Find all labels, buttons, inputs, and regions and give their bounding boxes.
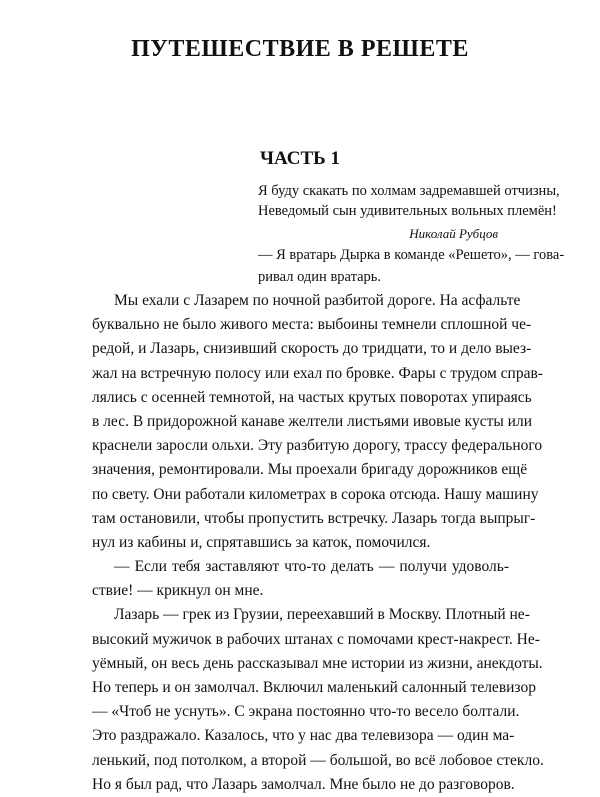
text-line: краснели заросли ольхи. Эту разбитую дорогу, трассу федерального bbox=[92, 437, 543, 455]
text-line: лялись с осенней темнотой, на частых крутых поворотах упираясь bbox=[92, 388, 532, 406]
text-line: уёмный, он весь день рассказывал мне истории из жизни, анекдоты. bbox=[92, 654, 543, 672]
part-heading: ЧАСТЬ 1 bbox=[260, 148, 340, 169]
text-line: Лазарь — грек из Грузии, переехавший в Москву. Плотный не- bbox=[114, 606, 530, 624]
text-line: — «Чтоб не уснуть». С экрана постоянно что-то весело болтали. bbox=[92, 703, 520, 721]
epigraph-line: Я буду скакать по холмам задремавшей отчизны, bbox=[258, 183, 560, 199]
text-line: Но я был рад, что Лазарь замолчал. Мне было не до разговоров. bbox=[92, 775, 515, 793]
chapter-title: ПУТЕШЕСТВИЕ В РЕШЕТЕ bbox=[131, 36, 469, 62]
epigraph-poem bbox=[258, 181, 560, 244]
text-line: Но теперь и он замолчал. Включил маленький салонный телевизор bbox=[92, 679, 536, 696]
epigraph-author: Николай Рубцов bbox=[409, 226, 498, 241]
text-line: нул из кабины и, спрятавшись за каток, помочился. bbox=[92, 533, 431, 551]
epigraph-quote-line: ривал один вратарь. bbox=[258, 269, 382, 285]
epigraph-quote bbox=[258, 244, 565, 288]
epigraph-quote-line: — Я вратарь Дырка в команде «Решето», — гова- bbox=[258, 247, 565, 263]
text-line: значения, ремонтировали. Мы проехали бригаду дорожников ещё bbox=[92, 461, 528, 479]
text-line: по свету. Они работали километрах в сорока отсюда. Нашу машину bbox=[92, 485, 539, 503]
text-line: — Если тебя заставляют что-то делать — получи удоволь- bbox=[114, 558, 509, 576]
text-line: высокий мужичок в рабочих штанах с помочами крест-накрест. Не- bbox=[92, 630, 540, 648]
text-line: Это раздражало. Казалось, что у нас два телевизора — один ма- bbox=[92, 727, 515, 745]
text-line: жал на встречную полосу или ехал по бровке. Фары с трудом справ- bbox=[92, 364, 543, 382]
text-line: в лес. В придорожной канаве желтели листьями ивовые кусты или bbox=[92, 412, 532, 430]
text-line: Мы ехали с Лазарем по ночной разбитой дороге. На асфальте bbox=[114, 292, 521, 309]
text-line: буквально не было живого места: выбоины темнели сплошной че- bbox=[92, 316, 532, 334]
text-line: редой, и Лазарь, снизивший скорость до тридцати, то и дело выез- bbox=[92, 340, 532, 358]
text-line: там остановили, чтобы пропустить встречку. Лазарь тогда выпрыг- bbox=[92, 509, 536, 527]
epigraph-line: Неведомый сын удивительных вольных племён! bbox=[258, 203, 557, 219]
text-line: ленький, под потолком, а второй — большой, во всё лобовое стекло. bbox=[92, 751, 544, 769]
text-line: ствие! — крикнул он мне. bbox=[92, 582, 264, 600]
body-text bbox=[92, 289, 544, 797]
